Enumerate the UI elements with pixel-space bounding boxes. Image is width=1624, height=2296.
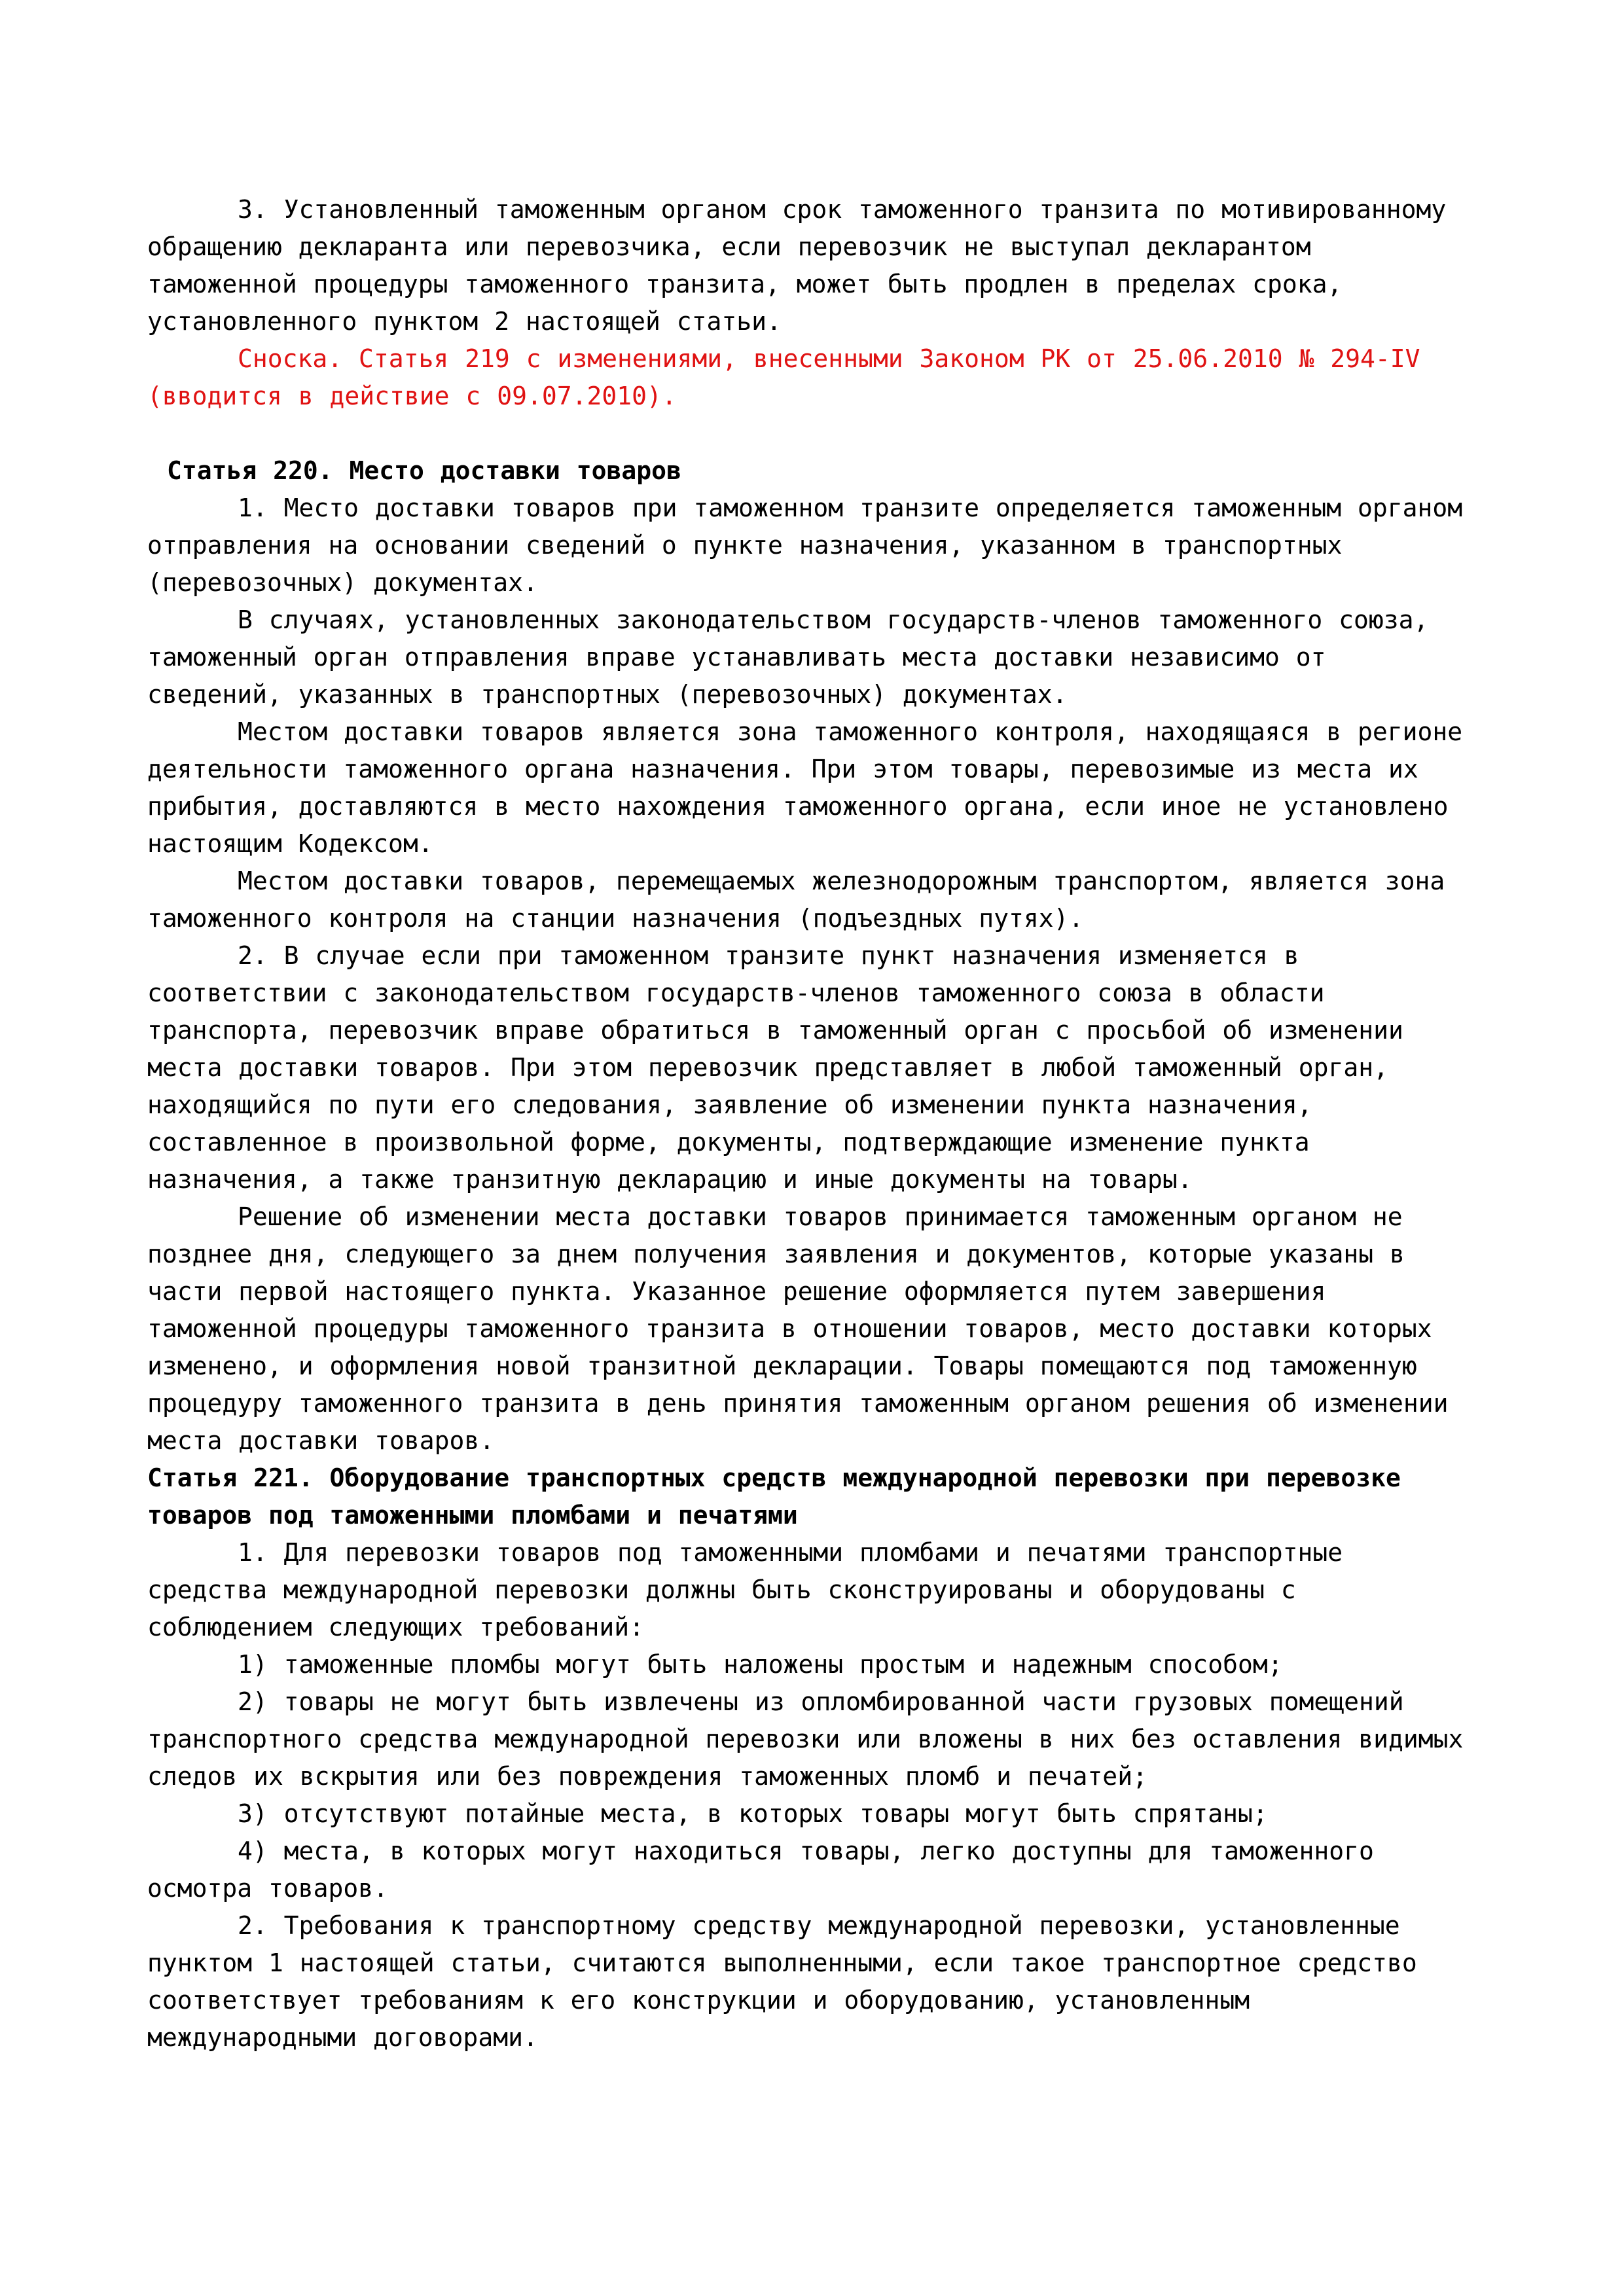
paragraph-220-1-part3: Местом доставки товаров является зона таможенного контроля, находящаяся в регионе деятельности таможенного органа назначения. При этом товары, перевозимые из места их прибытия, доставляются в место нахождения таможенного органа, если иное не установлено настоящим Кодексом. [147,717,1463,858]
blank-line [147,415,1470,452]
paragraph-220-2-part2: Решение об изменении места доставки товаров принимается таможенным органом не позднее дня, следующего за днем получения заявления и документов, которые указаны в части первой настоящего пункта. Указанное решение оформляется путем завершения таможенной процедуры таможенного транзита в отношении товаров, место доставки которых изменено, и оформления новой транзитной декларации. Товары помещаются под таможенную процедуру таможенного транзита в день принятия таможенным органом решения об изменении места доставки товаров. [147,1202,1449,1455]
paragraph-220-1: 1. Место доставки товаров при таможенном транзите определяется таможенным органом отправления на основании сведений о пункте назначения, указанном в транспортных (перевозочных) документах. [147,493,1463,597]
paragraph-220-1-part4: Местом доставки товаров, перемещаемых железнодорожным транспортом, является зона таможенного контроля на станции назначения (подъездных путях). [147,867,1445,933]
paragraph-point-3: 3. Установленный таможенным органом срок таможенного транзита по мотивированному обращению декларанта или перевозчика, если перевозчик не выступал декларантом таможенной процедуры таможенного транзита, может быть продлен в пределах срока, установленного пунктом 2 настоящей статьи. [147,195,1447,336]
document-text-block [147,191,1470,2056]
article-221-heading: Статья 221. Оборудование транспортных средств международной перевозки при перевозке товаров под таможенными пломбами и печатями [147,1463,1401,1530]
footnote-paragraph: Сноска. Статья 219 с изменениями, внесенными Законом РК от 25.06.2010 № 294-IV (вводится в действие с 09.07.2010). [147,344,1420,410]
paragraph-221-1-item4: 4) места, в которых могут находиться товары, легко доступны для таможенного осмотра товаров. [147,1837,1374,1903]
article-220-heading: Статья 220. Место доставки товаров [167,456,681,485]
paragraph-220-2: 2. В случае если при таможенном транзите пункт назначения изменяется в соответствии с законодательством государств-членов таможенного союза в области транспорта, перевозчик вправе обратиться в таможенный орган с просьбой об изменении места доставки товаров. При этом перевозчик представляет в любой таможенный орган, находящийся по пути его следования, заявление об изменении пункта назначения, составленное в произвольной форме, документы, подтверждающие изменение пункта назначения, а также транзитную декларацию и иные документы на товары. [147,941,1403,1194]
paragraph-220-1-part2: В случаях, установленных законодательством государств-членов таможенного союза, таможенный орган отправления вправе устанавливать места доставки независимо от сведений, указанных в транспортных (перевозочных) документах. [147,605,1429,709]
paragraph-221-1-item3: 3) отсутствуют потайные места, в которых товары могут быть спрятаны; [238,1799,1268,1828]
paragraph-221-2: 2. Требования к транспортному средству международной перевозки, установленные пунктом 1 настоящей статьи, считаются выполненными, если такое транспортное средство соответствует требованиям к его конструкции и оборудованию, установленным международными договорами. [147,1911,1417,2052]
paragraph-221-1: 1. Для перевозки товаров под таможенными пломбами и печатями транспортные средства международной перевозки должны быть сконструированы и оборудованы с соблюдением следующих требований: [147,1538,1343,1641]
paragraph-221-1-item1: 1) таможенные пломбы могут быть наложены простым и надежным способом; [238,1650,1283,1679]
paragraph-221-1-item2: 2) товары не могут быть извлечены из опломбированной части грузовых помещений транспортного средства международной перевозки или вложены в них без оставления видимых следов их вскрытия или без повреждения таможенных пломб и печатей; [147,1687,1464,1791]
